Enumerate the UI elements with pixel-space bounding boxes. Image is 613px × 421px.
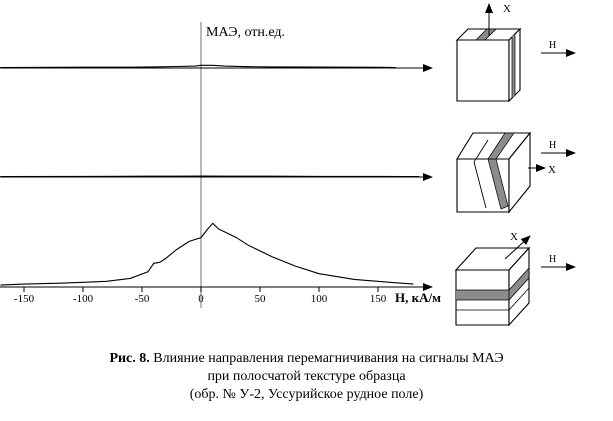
- y-axis-label: МАЭ, отн.ед.: [206, 25, 286, 40]
- sample-axis-label: X: [510, 231, 518, 243]
- series-line-1: [0, 65, 395, 67]
- figure-number: Рис. 8.: [109, 351, 150, 366]
- figure-caption: [0, 350, 613, 404]
- x-tick-label: -150: [13, 293, 35, 305]
- x-tick-label: 150: [369, 293, 387, 305]
- caption-title: Влияние направления перемагничивания на сигналы МАЭ: [153, 351, 504, 366]
- sample-cube-1: [457, 3, 575, 101]
- x-tick-label: -100: [72, 293, 94, 305]
- caption-line-3: (обр. № У-2, Уссурийское рудное поле): [189, 387, 424, 402]
- caption-line-1: [0, 350, 613, 368]
- sample-axis-label: X: [548, 164, 556, 176]
- x-axis-label: H, кА/м: [395, 290, 441, 305]
- x-tick-label: 50: [254, 293, 266, 305]
- series-line-3: [0, 223, 413, 285]
- sample-field-label: H: [549, 140, 557, 151]
- sample-field-label: H: [549, 254, 557, 265]
- x-tick-label: -50: [134, 293, 150, 305]
- sample-cube-2: [457, 133, 575, 212]
- caption-line-2: при полосчатой текстуре образца: [207, 369, 406, 384]
- sample-field-label: H: [549, 40, 557, 51]
- sample-axis-label: X: [503, 3, 511, 15]
- x-tick-label: 100: [310, 293, 328, 305]
- series-line-2: [0, 176, 419, 177]
- x-ticks: [14, 287, 387, 305]
- sample-cube-3: [456, 231, 575, 325]
- x-tick-label: 0: [198, 293, 204, 305]
